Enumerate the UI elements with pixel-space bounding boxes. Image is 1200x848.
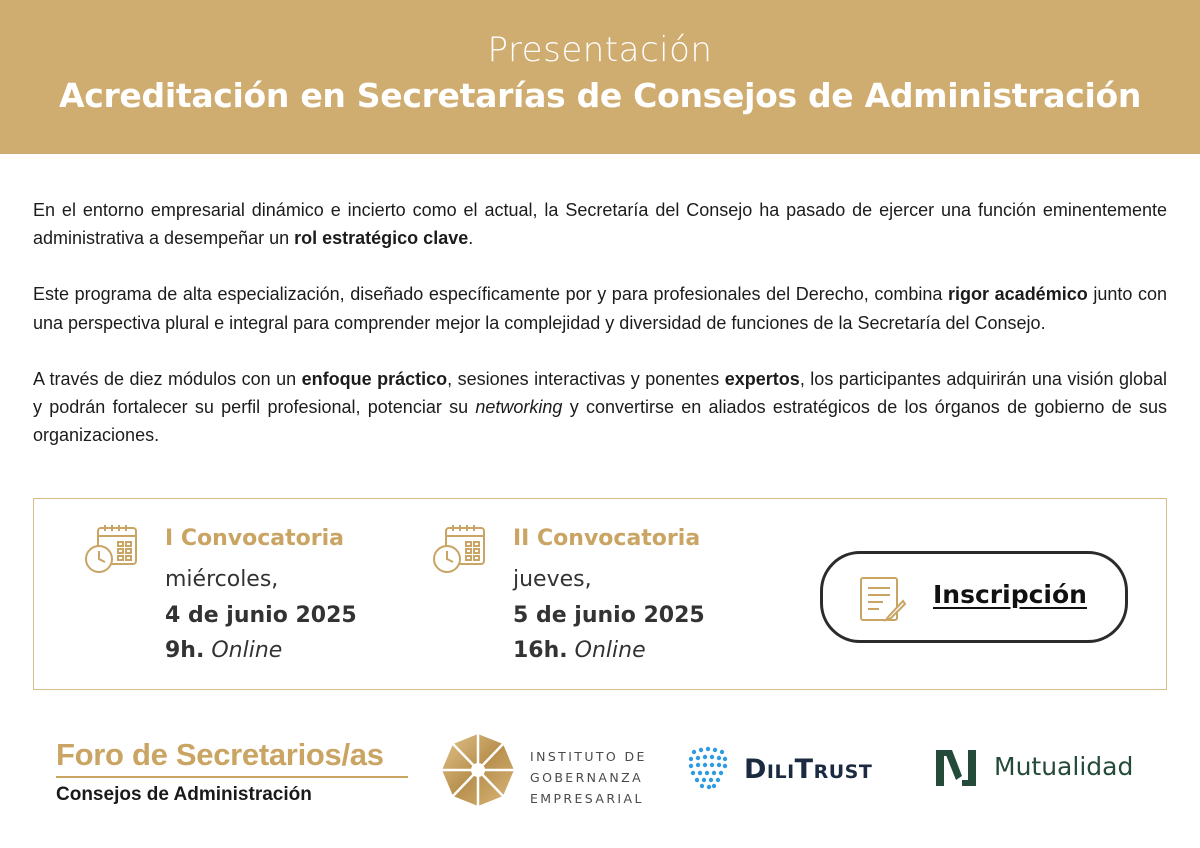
inscripcion-label[interactable]: Inscripción xyxy=(933,580,1087,609)
ige-line-2: GOBERNANZA xyxy=(530,770,644,785)
ige-line-3: EMPRESARIAL xyxy=(530,791,644,806)
intro-p2-text: Este programa de alta especialización, diseñado específicamente por y para profesionales del Derecho, combina xyxy=(33,284,949,305)
ige-name xyxy=(530,746,647,809)
intro-p3-bold-2: expertos xyxy=(724,368,800,389)
session-2-weekday: jueves, xyxy=(513,567,592,592)
session-2-title: II Convocatoria xyxy=(513,526,701,551)
dilitrust-logo xyxy=(686,744,896,794)
foro-logo xyxy=(56,736,416,806)
intro-p3-bold-1: enfoque práctico xyxy=(301,368,448,389)
session-1-title: I Convocatoria xyxy=(165,526,344,551)
intro-p2-bold: rigor académico xyxy=(948,284,1088,305)
session-1-weekday: miércoles, xyxy=(165,567,279,592)
session-1-time xyxy=(165,633,425,669)
intro-p3-end: y convertirse en aliados estratégicos de los órganos de gobierno de sus organizaciones. xyxy=(33,397,1167,446)
session-1-date: 4 de junio 2025 xyxy=(165,603,357,628)
inscripcion-button[interactable] xyxy=(820,551,1128,643)
header-banner xyxy=(0,0,1200,154)
intro-p3-text: A través de diez módulos con un xyxy=(33,368,302,389)
foro-subtitle: Consejos de Administración xyxy=(56,784,312,805)
foro-title: Foro de Secretarios/as xyxy=(56,737,384,772)
dilitrust-dots-icon xyxy=(686,744,728,792)
calendar-clock-icon xyxy=(84,523,140,575)
session-1-mode: Online xyxy=(211,638,283,663)
mutualidad-name: Mutualidad xyxy=(994,752,1134,781)
sponsor-logos xyxy=(0,720,1200,830)
intro-p1-text: En el entorno empresarial dinámico e incierto como el actual, la Secretaría del Consejo ha pasado de ejercer una función eminentemente administrativa a desempeñar un xyxy=(33,200,1167,249)
session-2-hour: 16h. xyxy=(513,638,568,663)
dilitrust-name: DiliTrust xyxy=(744,754,873,785)
intro-paragraph-2 xyxy=(33,280,1167,336)
mutualidad-m-icon xyxy=(934,748,978,788)
intro-p2-end: junto con una perspectiva plural e integral para comprender mejor la complejidad y diversidad de funciones de la Secretaría del Consejo. xyxy=(33,284,1167,333)
foro-underline xyxy=(56,776,408,778)
session-1-hour: 9h. xyxy=(165,638,205,663)
ige-emblem-icon xyxy=(440,732,516,808)
ige-line-1: INSTITUTO DE xyxy=(530,749,647,764)
session-2-date: 5 de junio 2025 xyxy=(513,603,705,628)
session-1-details xyxy=(165,519,425,669)
page-title: Acreditación en Secretarías de Consejos de Administración xyxy=(58,76,1142,115)
session-2-mode: Online xyxy=(574,638,646,663)
intro-paragraph-3 xyxy=(33,365,1167,450)
sessions-box xyxy=(33,498,1167,690)
form-pen-icon xyxy=(859,576,907,622)
calendar-clock-icon xyxy=(432,523,488,575)
mutualidad-logo xyxy=(934,746,1164,790)
header-subtitle: Presentación xyxy=(487,30,713,70)
intro-text xyxy=(33,196,1167,449)
intro-p3-text-3: , los participantes adquirirán una visión global y podrán fortalecer su perfil profesional, potenciar su xyxy=(33,368,1167,418)
intro-paragraph-1 xyxy=(33,196,1167,252)
intro-p1-bold: rol estratégico clave xyxy=(294,228,469,249)
session-2-time xyxy=(513,633,773,669)
session-2-details xyxy=(513,519,773,669)
ige-logo xyxy=(440,732,650,812)
intro-p1-end: . xyxy=(468,228,474,249)
intro-p3-text-2: , sesiones interactivas y ponentes xyxy=(447,368,725,389)
intro-p3-italic: networking xyxy=(475,397,563,418)
